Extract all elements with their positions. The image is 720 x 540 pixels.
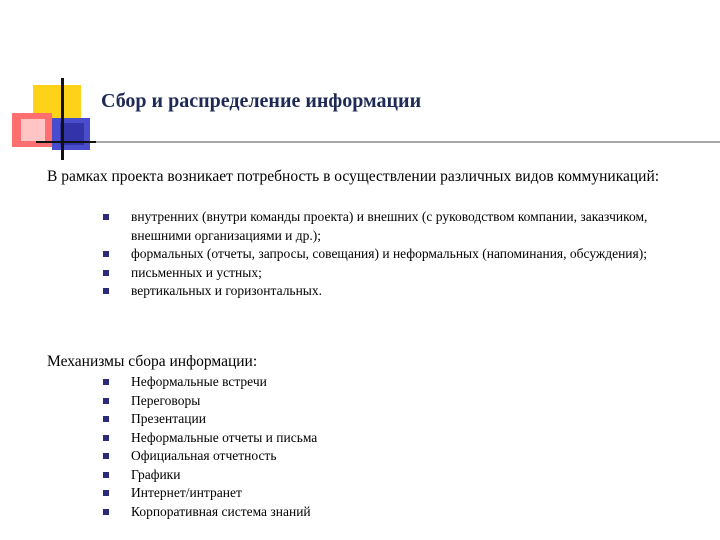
list-item: Презентации bbox=[0, 410, 671, 429]
bullet-icon bbox=[103, 509, 109, 515]
list-item: Неформальные отчеты и письма bbox=[0, 429, 671, 448]
bullet-icon bbox=[103, 251, 109, 257]
bullet-icon bbox=[103, 398, 109, 404]
bullet-icon bbox=[103, 435, 109, 441]
section1-intro: В рамках проекта возникает потребность в осуществлении различных видов коммуникаций: bbox=[47, 168, 660, 185]
list-item: формальных (отчеты, запросы, совещания) и неформальных (напоминания, обсуждения); bbox=[0, 245, 671, 264]
list-item: Интернет/интранет bbox=[0, 484, 671, 503]
bullet-icon bbox=[103, 288, 109, 294]
section2-intro: Механизмы сбора информации: bbox=[47, 353, 258, 370]
page-title: Сбор и распределение информации bbox=[101, 90, 422, 112]
bullet-icon bbox=[103, 270, 109, 276]
decor-red-square-inner bbox=[21, 119, 45, 141]
list-item: Официальная отчетность bbox=[0, 447, 671, 466]
decor-vertical-line bbox=[61, 78, 64, 160]
bullet-icon bbox=[103, 490, 109, 496]
title-underline bbox=[96, 141, 720, 143]
section2-list bbox=[0, 373, 671, 521]
list-item: внутренних (внутри команды проекта) и внешних (с руководством компании, заказчиком, внешними организациями и др.); bbox=[0, 208, 671, 245]
bullet-icon bbox=[103, 472, 109, 478]
list-item: вертикальных и горизонтальных. bbox=[0, 282, 671, 301]
bullet-icon bbox=[103, 214, 109, 220]
bullet-icon bbox=[103, 379, 109, 385]
list-item: Неформальные встречи bbox=[0, 373, 671, 392]
section1-list bbox=[0, 208, 671, 301]
bullet-icon bbox=[103, 453, 109, 459]
decor-horizontal-line-dark bbox=[36, 141, 96, 143]
list-item: Переговоры bbox=[0, 392, 671, 411]
list-item: письменных и устных; bbox=[0, 264, 671, 283]
list-item: Графики bbox=[0, 466, 671, 485]
list-item: Корпоративная система знаний bbox=[0, 503, 671, 522]
bullet-icon bbox=[103, 416, 109, 422]
